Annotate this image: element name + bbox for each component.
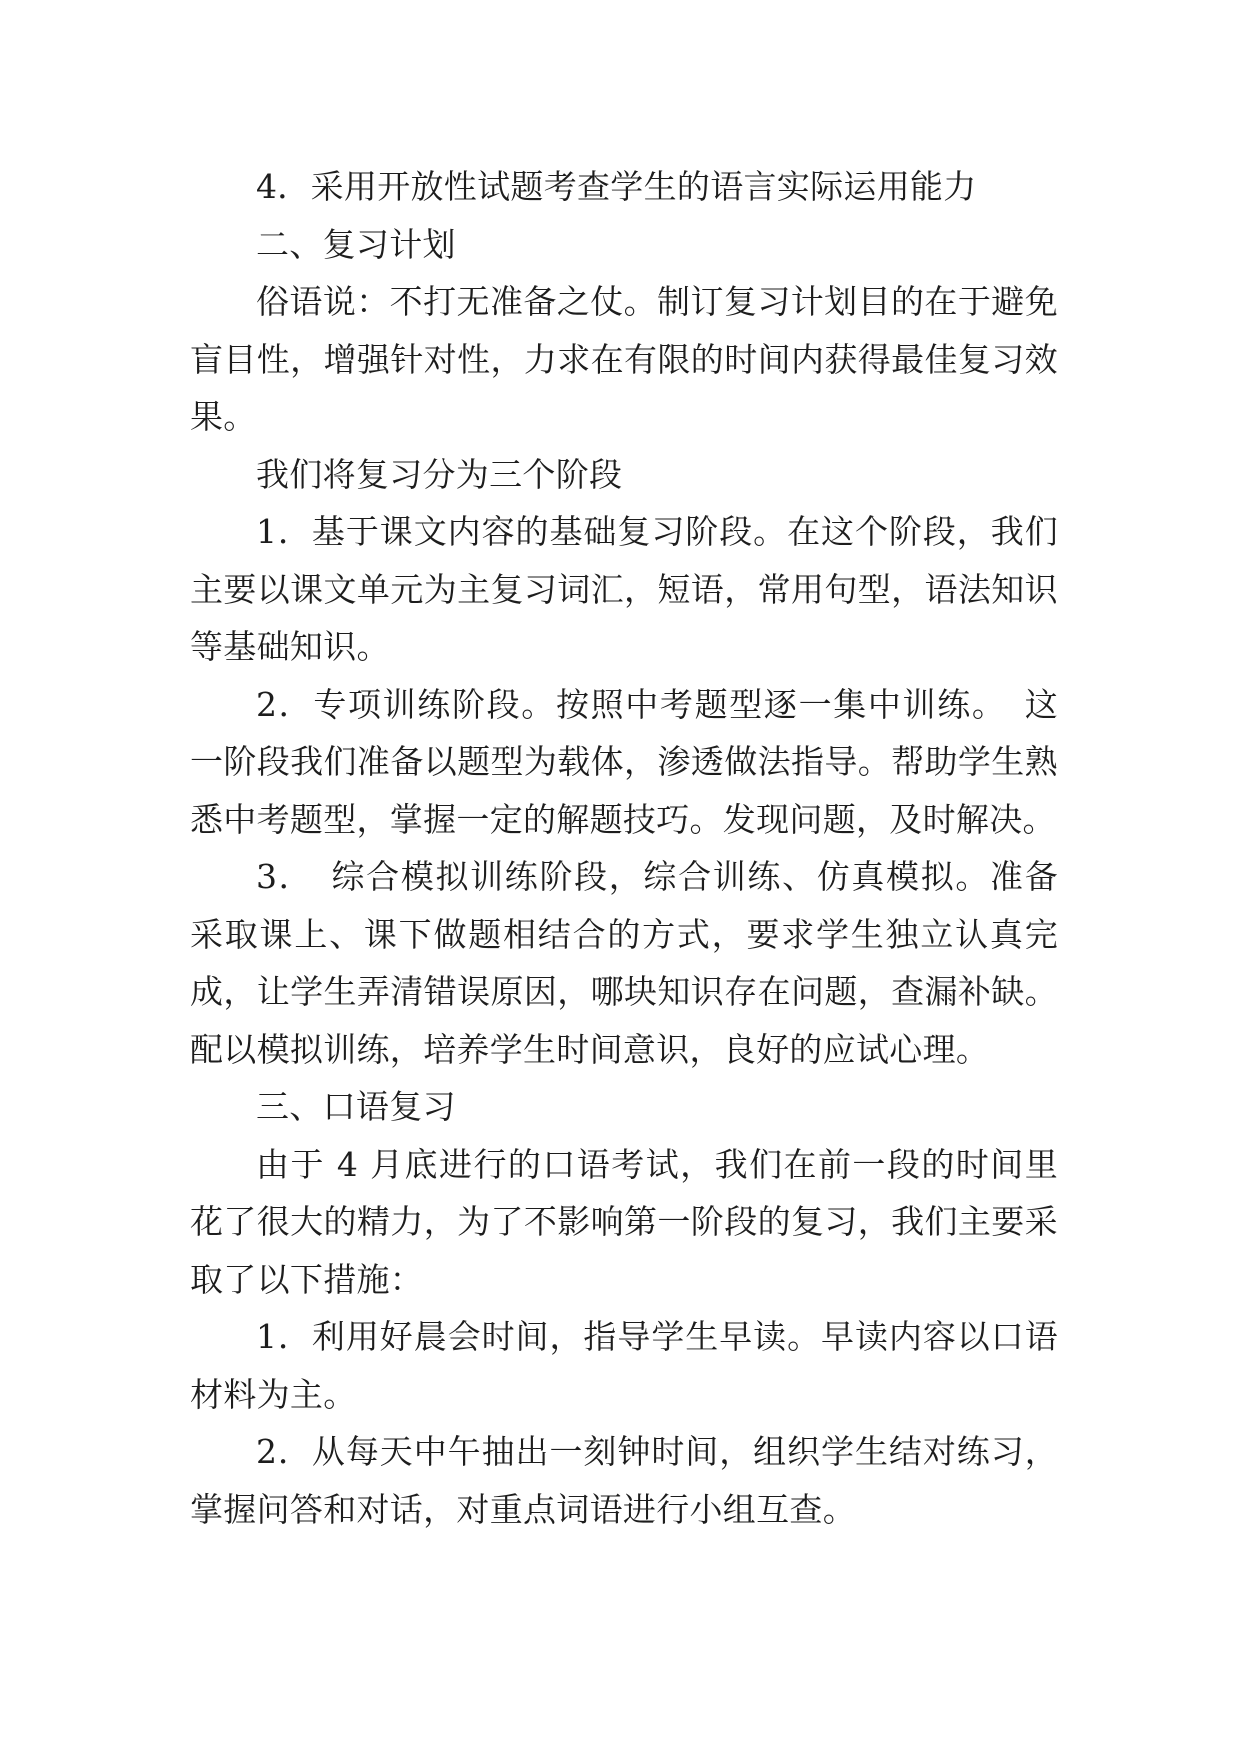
paragraph: 2．专项训练阶段。按照中考题型逐一集中训练。 这一阶段我们准备以题型为载体，渗透做法指导。帮助学生熟悉中考题型，掌握一定的解题技巧。发现问题，及时解决。 [190,684,1058,839]
paragraph: 我们将复习分为三个阶段 [256,454,623,494]
paragraph: 由于 4 月底进行的口语考试，我们在前一段的时间里花了很大的精力，为了不影响第一阶段的复习，我们主要采取了以下措施： [190,1144,1058,1299]
paragraph: 2．从每天中午抽出一刻钟时间，组织学生结对练习，掌握问答和对话，对重点词语进行小组互查。 [190,1432,1058,1529]
paragraph: 4．采用开放性试题考查学生的语言实际运用能力 [256,167,977,206]
paragraph: 俗语说：不打无准备之仗。制订复习计划目的在于避免盲目性，增强针对性，力求在有限的时间内获得最佳复习效果。 [190,282,1058,436]
paragraph: 1．利用好晨会时间，指导学生早读。早读内容以口语材料为主。 [190,1317,1058,1414]
paragraph: 3． 综合模拟训练阶段，综合训练、仿真模拟。准备采取课上、课下做题相结合的方式，要求学生独立认真完成，让学生弄清错误原因，哪块知识存在问题，查漏补缺。配以模拟训练，培养学生时间意识，良好的应试心理。 [190,857,1058,1069]
paragraph: 二、复习计划 [256,224,456,264]
document-body [190,158,1058,1538]
paragraph: 三、口语复习 [256,1087,456,1126]
paragraph: 1．基于课文内容的基础复习阶段。在这个阶段，我们主要以课文单元为主复习词汇，短语，常用句型，语法知识等基础知识。 [190,512,1058,666]
